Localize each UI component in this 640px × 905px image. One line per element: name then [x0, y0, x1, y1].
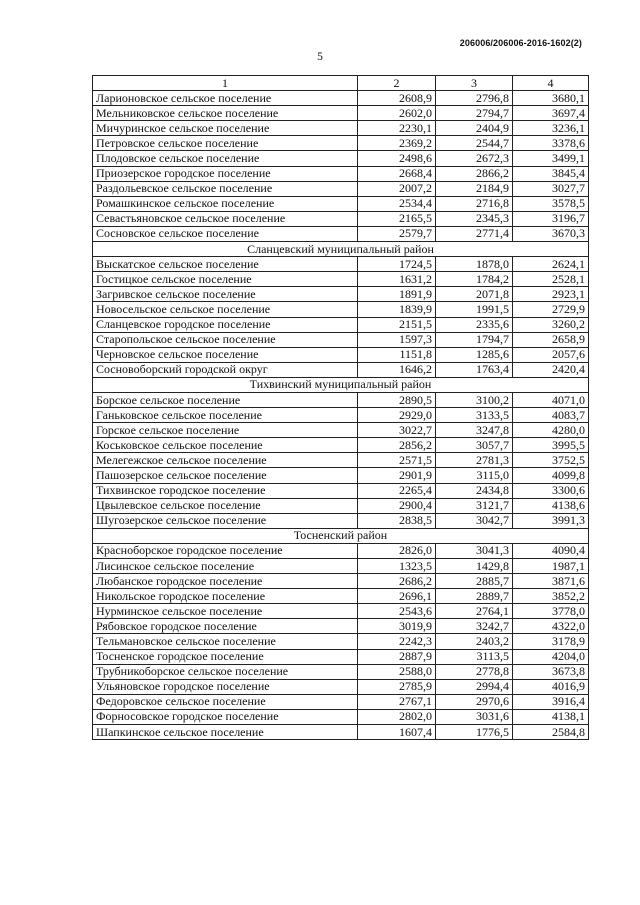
value-cell: 2826,0	[358, 543, 436, 558]
value-cell: 4083,7	[513, 408, 589, 423]
section-title: Сланцевский муниципальный район	[93, 242, 589, 257]
value-cell: 2571,5	[358, 453, 436, 468]
settlement-name: Загривское сельское поселение	[93, 287, 358, 302]
settlement-name: Выскатское сельское поселение	[93, 257, 358, 272]
value-cell: 2794,7	[436, 106, 513, 121]
value-cell: 1631,2	[358, 272, 436, 287]
table-row	[93, 604, 589, 619]
value-cell: 2889,7	[436, 589, 513, 604]
settlement-name: Мелегежское сельское поселение	[93, 453, 358, 468]
value-cell: 3022,7	[358, 423, 436, 438]
table-row	[93, 483, 589, 498]
table-row	[93, 513, 589, 528]
settlement-name: Любанское городское поселение	[93, 574, 358, 589]
table-row	[93, 136, 589, 151]
table-row	[93, 257, 589, 272]
table-row	[93, 679, 589, 694]
value-cell: 3260,2	[513, 317, 589, 332]
value-cell: 2764,1	[436, 604, 513, 619]
value-cell: 3845,4	[513, 166, 589, 181]
value-cell: 2900,4	[358, 498, 436, 513]
table-row	[93, 106, 589, 121]
section-row	[93, 377, 589, 392]
value-cell: 3673,8	[513, 664, 589, 679]
value-cell: 2624,1	[513, 257, 589, 272]
value-cell: 2584,8	[513, 725, 589, 740]
value-cell: 1991,5	[436, 302, 513, 317]
settlement-name: Старопольское сельское поселение	[93, 332, 358, 347]
value-cell: 3697,4	[513, 106, 589, 121]
settlement-name: Рябовское городское поселение	[93, 619, 358, 634]
table-row	[93, 181, 589, 196]
settlement-name: Федоровское сельское поселение	[93, 694, 358, 709]
table-row	[93, 423, 589, 438]
value-cell: 2242,3	[358, 634, 436, 649]
value-cell: 4090,4	[513, 543, 589, 558]
value-cell: 2885,7	[436, 574, 513, 589]
value-cell: 3041,3	[436, 543, 513, 558]
settlement-name: Сосновское сельское поселение	[93, 226, 358, 241]
page-number: 5	[317, 51, 323, 63]
value-cell: 1878,0	[436, 257, 513, 272]
table-row	[93, 332, 589, 347]
table-row	[93, 317, 589, 332]
value-cell: 3670,3	[513, 226, 589, 241]
document-id: 206006/206006-2016-1602(2)	[459, 38, 582, 48]
value-cell: 4099,8	[513, 468, 589, 483]
settlement-name: Нурминское сельское поселение	[93, 604, 358, 619]
settlement-name: Пашозерское сельское поселение	[93, 468, 358, 483]
value-cell: 1776,5	[436, 725, 513, 740]
settlement-name: Никольское городское поселение	[93, 589, 358, 604]
value-cell: 1597,3	[358, 332, 436, 347]
settlement-name: Мичуринское сельское поселение	[93, 121, 358, 136]
settlement-name: Ромашкинское сельское поселение	[93, 196, 358, 211]
value-cell: 3121,7	[436, 498, 513, 513]
settlement-name: Форносовское городское поселение	[93, 709, 358, 724]
value-cell: 2498,6	[358, 151, 436, 166]
value-cell: 2838,5	[358, 513, 436, 528]
section-title: Тихвинский муниципальный район	[93, 377, 589, 392]
value-cell: 2165,5	[358, 211, 436, 226]
value-cell: 3027,7	[513, 181, 589, 196]
value-cell: 2369,2	[358, 136, 436, 151]
value-cell: 2335,6	[436, 317, 513, 332]
table-row	[93, 634, 589, 649]
value-cell: 3115,0	[436, 468, 513, 483]
section-row	[93, 528, 589, 543]
value-cell: 2230,1	[358, 121, 436, 136]
table-row	[93, 121, 589, 136]
value-cell: 2658,9	[513, 332, 589, 347]
value-cell: 2994,4	[436, 679, 513, 694]
value-cell: 1763,4	[436, 362, 513, 377]
value-cell: 3113,5	[436, 649, 513, 664]
value-cell: 2970,6	[436, 694, 513, 709]
value-cell: 3752,5	[513, 453, 589, 468]
value-cell: 3991,3	[513, 513, 589, 528]
value-cell: 2544,7	[436, 136, 513, 151]
table-row	[93, 166, 589, 181]
table-row	[93, 272, 589, 287]
settlement-name: Ларионовское сельское поселение	[93, 91, 358, 106]
settlement-name: Новосельское сельское поселение	[93, 302, 358, 317]
column-header: 3	[436, 76, 513, 91]
column-header: 2	[358, 76, 436, 91]
settlement-name: Приозерское городское поселение	[93, 166, 358, 181]
value-cell: 3995,5	[513, 438, 589, 453]
settlement-name: Тосненское городское поселение	[93, 649, 358, 664]
value-cell: 3852,2	[513, 589, 589, 604]
settlement-name: Цвылевское сельское поселение	[93, 498, 358, 513]
settlement-name: Красноборское городское поселение	[93, 543, 358, 558]
value-cell: 2057,6	[513, 347, 589, 362]
value-cell: 3242,7	[436, 619, 513, 634]
value-cell: 4322,0	[513, 619, 589, 634]
value-cell: 2866,2	[436, 166, 513, 181]
value-cell: 3499,1	[513, 151, 589, 166]
table-row	[93, 453, 589, 468]
value-cell: 1794,7	[436, 332, 513, 347]
value-cell: 2345,3	[436, 211, 513, 226]
value-cell: 1839,9	[358, 302, 436, 317]
table-row	[93, 151, 589, 166]
table-row	[93, 196, 589, 211]
value-cell: 2434,8	[436, 483, 513, 498]
value-cell: 2856,2	[358, 438, 436, 453]
value-cell: 3378,6	[513, 136, 589, 151]
value-cell: 2802,0	[358, 709, 436, 724]
settlement-name: Тихвинское городское поселение	[93, 483, 358, 498]
value-cell: 3300,6	[513, 483, 589, 498]
value-cell: 2785,9	[358, 679, 436, 694]
settlement-name: Борское сельское поселение	[93, 392, 358, 407]
table-row	[93, 709, 589, 724]
value-cell: 2588,0	[358, 664, 436, 679]
table-row	[93, 619, 589, 634]
settlement-name: Ганьковское сельское поселение	[93, 408, 358, 423]
value-cell: 4280,0	[513, 423, 589, 438]
value-cell: 2796,8	[436, 91, 513, 106]
settlement-name: Шугозерское сельское поселение	[93, 513, 358, 528]
section-row	[93, 242, 589, 257]
settlement-name: Мельниковское сельское поселение	[93, 106, 358, 121]
settlement-name: Ульяновское городское поселение	[93, 679, 358, 694]
value-cell: 2686,2	[358, 574, 436, 589]
value-cell: 2265,4	[358, 483, 436, 498]
column-header: 4	[513, 76, 589, 91]
value-cell: 2887,9	[358, 649, 436, 664]
value-cell: 3133,5	[436, 408, 513, 423]
settlement-name: Шапкинское сельское поселение	[93, 725, 358, 740]
settlement-name: Петровское сельское поселение	[93, 136, 358, 151]
table-row	[93, 649, 589, 664]
value-cell: 2929,0	[358, 408, 436, 423]
value-cell: 2534,4	[358, 196, 436, 211]
value-cell: 3247,8	[436, 423, 513, 438]
value-cell: 2778,8	[436, 664, 513, 679]
table-row	[93, 362, 589, 377]
value-cell: 3042,7	[436, 513, 513, 528]
value-cell: 2007,2	[358, 181, 436, 196]
value-cell: 1429,8	[436, 559, 513, 574]
settlement-name: Черновское сельское поселение	[93, 347, 358, 362]
settlement-name: Сосновоборский городской округ	[93, 362, 358, 377]
value-cell: 4071,0	[513, 392, 589, 407]
section-title: Тосненский район	[93, 528, 589, 543]
value-cell: 3578,5	[513, 196, 589, 211]
value-cell: 3031,6	[436, 709, 513, 724]
value-cell: 2923,1	[513, 287, 589, 302]
value-cell: 3916,4	[513, 694, 589, 709]
value-cell: 3778,0	[513, 604, 589, 619]
settlement-name: Горское сельское поселение	[93, 423, 358, 438]
table-row	[93, 438, 589, 453]
value-cell: 3019,9	[358, 619, 436, 634]
table-row	[93, 725, 589, 740]
value-cell: 4204,0	[513, 649, 589, 664]
settlement-name: Сланцевское городское поселение	[93, 317, 358, 332]
value-cell: 2404,9	[436, 121, 513, 136]
value-cell: 1646,2	[358, 362, 436, 377]
table-row	[93, 589, 589, 604]
value-cell: 2729,9	[513, 302, 589, 317]
value-cell: 1784,2	[436, 272, 513, 287]
table-row	[93, 559, 589, 574]
value-cell: 1607,4	[358, 725, 436, 740]
value-cell: 4138,6	[513, 498, 589, 513]
value-cell: 4016,9	[513, 679, 589, 694]
value-cell: 2528,1	[513, 272, 589, 287]
value-cell: 2781,3	[436, 453, 513, 468]
settlement-name: Гостицкое сельское поселение	[93, 272, 358, 287]
table-row	[93, 694, 589, 709]
table-row	[93, 574, 589, 589]
table-row	[93, 468, 589, 483]
table-row	[93, 408, 589, 423]
value-cell: 1285,6	[436, 347, 513, 362]
column-header: 1	[93, 76, 358, 91]
value-cell: 3100,2	[436, 392, 513, 407]
value-cell: 2890,5	[358, 392, 436, 407]
value-cell: 1724,5	[358, 257, 436, 272]
table-row	[93, 302, 589, 317]
value-cell: 2608,9	[358, 91, 436, 106]
value-cell: 1987,1	[513, 559, 589, 574]
value-cell: 3057,7	[436, 438, 513, 453]
value-cell: 3178,9	[513, 634, 589, 649]
table-row	[93, 287, 589, 302]
table-row	[93, 392, 589, 407]
settlement-name: Плодовское сельское поселение	[93, 151, 358, 166]
value-cell: 2403,2	[436, 634, 513, 649]
settlement-name: Тельмановское сельское поселение	[93, 634, 358, 649]
value-cell: 2602,0	[358, 106, 436, 121]
value-cell: 1323,5	[358, 559, 436, 574]
value-cell: 2184,9	[436, 181, 513, 196]
table-row	[93, 91, 589, 106]
value-cell: 1891,9	[358, 287, 436, 302]
value-cell: 2901,9	[358, 468, 436, 483]
table-row	[93, 347, 589, 362]
value-cell: 2672,3	[436, 151, 513, 166]
settlement-name: Коськовское сельское поселение	[93, 438, 358, 453]
table-row	[93, 211, 589, 226]
table-row	[93, 498, 589, 513]
value-cell: 2716,8	[436, 196, 513, 211]
value-cell: 3236,1	[513, 121, 589, 136]
settlement-name: Севастьяновское сельское поселение	[93, 211, 358, 226]
value-cell: 3196,7	[513, 211, 589, 226]
value-cell: 4138,1	[513, 709, 589, 724]
value-cell: 3680,1	[513, 91, 589, 106]
value-cell: 2420,4	[513, 362, 589, 377]
value-cell: 3871,6	[513, 574, 589, 589]
value-cell: 2771,4	[436, 226, 513, 241]
value-cell: 1151,8	[358, 347, 436, 362]
value-cell: 2696,1	[358, 589, 436, 604]
value-cell: 2668,4	[358, 166, 436, 181]
header-row	[93, 76, 589, 91]
settlement-name: Раздольевское сельское поселение	[93, 181, 358, 196]
table-row	[93, 664, 589, 679]
table-row	[93, 543, 589, 558]
table-row	[93, 226, 589, 241]
value-cell: 2579,7	[358, 226, 436, 241]
value-cell: 2543,6	[358, 604, 436, 619]
data-table	[92, 75, 589, 740]
settlement-name: Лисинское сельское поселение	[93, 559, 358, 574]
value-cell: 2767,1	[358, 694, 436, 709]
settlement-name: Трубникоборское сельское поселение	[93, 664, 358, 679]
value-cell: 2071,8	[436, 287, 513, 302]
value-cell: 2151,5	[358, 317, 436, 332]
